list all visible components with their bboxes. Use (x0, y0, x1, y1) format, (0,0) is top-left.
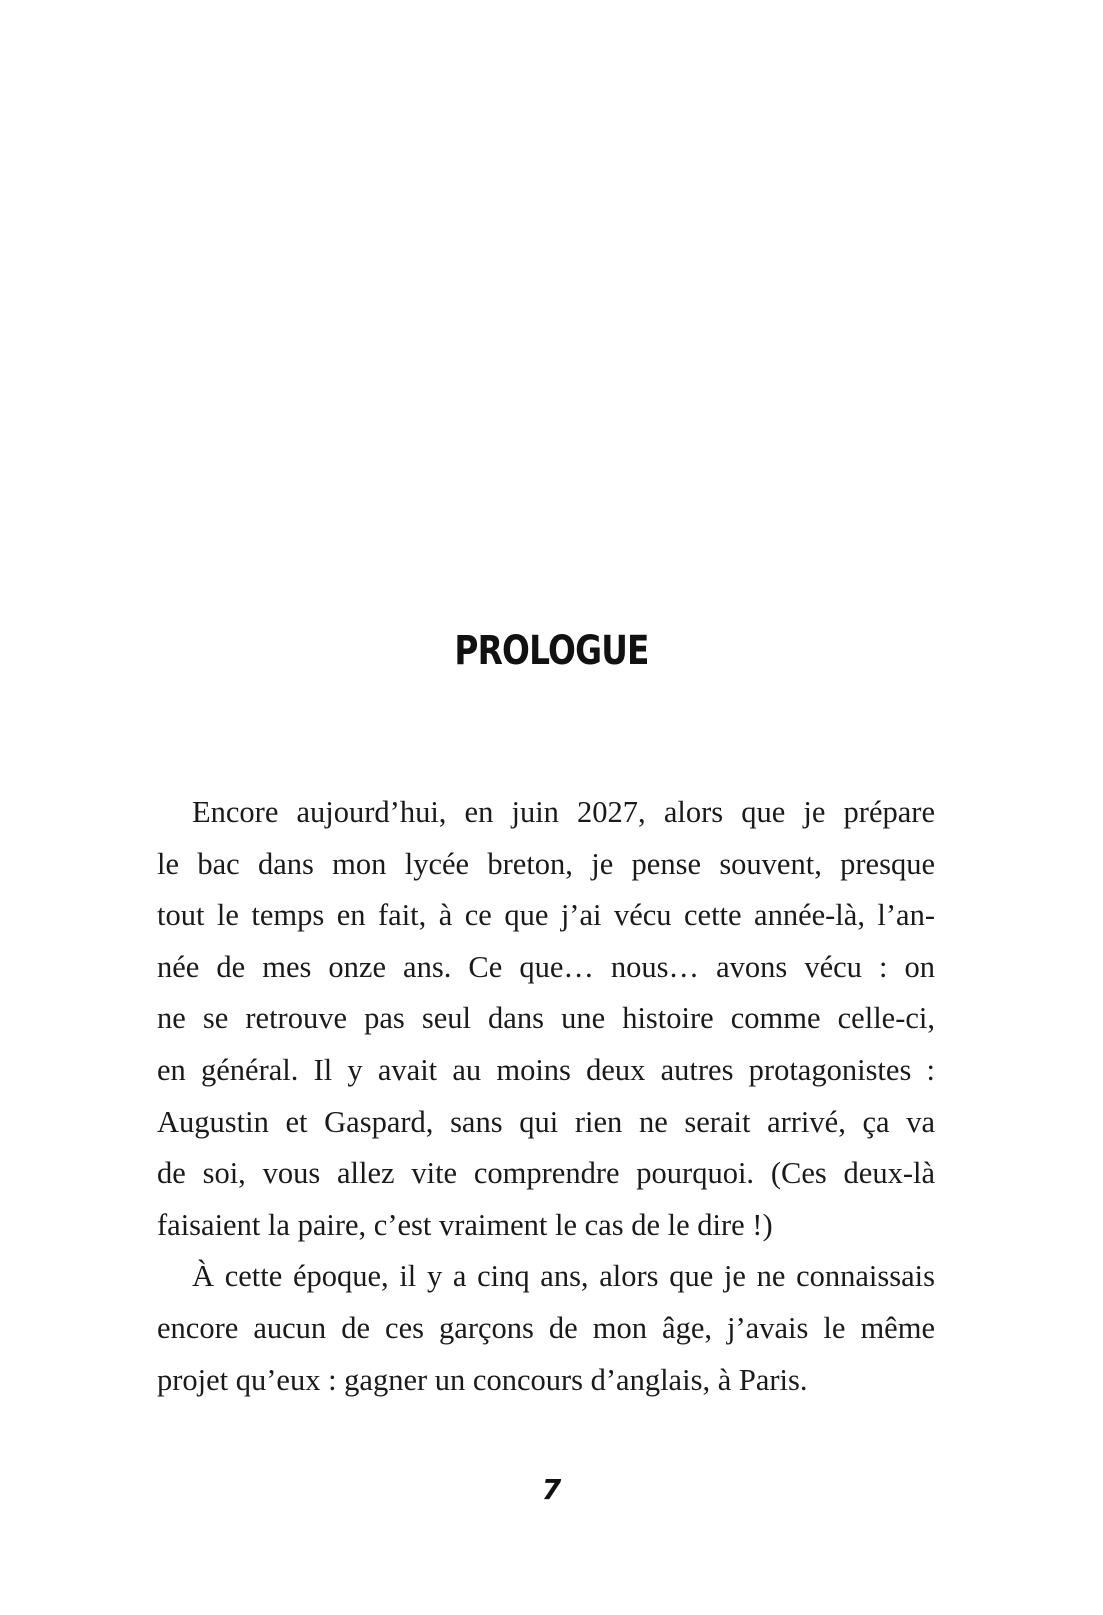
paragraph-2 (157, 1251, 935, 1406)
text-line: née de mes onze ans. Ce que… nous… avons vécu : on (157, 949, 935, 984)
page-number: 7 (541, 1473, 562, 1506)
body-text (157, 787, 935, 1406)
text-line: faisaient la paire, c’est vraiment le cas de le dire !) (157, 1207, 773, 1242)
text-line: Encore aujourd’hui, en juin 2027, alors que je prépare (192, 795, 935, 829)
text-line: de soi, vous allez vite comprendre pourquoi. (Ces deux-là (157, 1156, 935, 1191)
chapter-title: PROLOGUE (454, 628, 649, 674)
text-line: projet qu’eux : gagner un concours d’anglais, à Paris. (157, 1362, 808, 1397)
text-line: ne se retrouve pas seul dans une histoire comme celle-ci, (157, 1001, 935, 1036)
paragraph-1 (157, 787, 935, 1251)
text-line: À cette époque, il y a cinq ans, alors que je ne connaissais (192, 1259, 935, 1294)
text-line: Augustin et Gaspard, sans qui rien ne serait arrivé, ça va (157, 1104, 935, 1139)
text-line: encore aucun de ces garçons de mon âge, j’avais le même (157, 1310, 935, 1345)
text-line: tout le temps en fait, à ce que j’ai vécu cette année-là, l’an- (157, 898, 935, 933)
text-line: le bac dans mon lycée breton, je pense souvent, presque (157, 846, 935, 881)
text-line: en général. Il y avait au moins deux autres protagonistes : (157, 1052, 935, 1087)
